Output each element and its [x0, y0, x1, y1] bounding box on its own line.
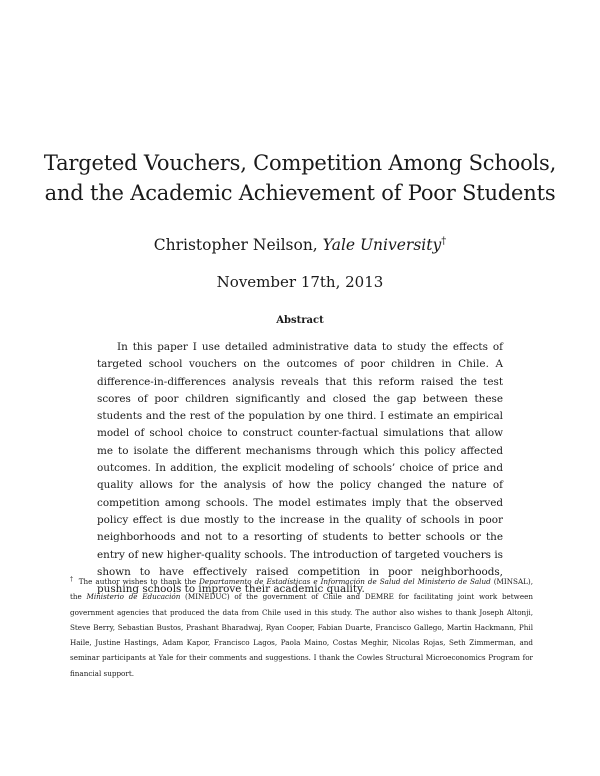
author-name: Christopher Neilson,	[153, 236, 318, 255]
author-footnote-mark: †	[441, 236, 447, 247]
abstract-heading: Abstract	[276, 315, 324, 326]
paper-date: November 17th, 2013	[216, 273, 384, 291]
author-line	[40, 232, 560, 255]
footnote-ministry-education: Ministerio de Educación	[86, 592, 181, 602]
footnote-text-1: The author wishes to thank the	[78, 577, 197, 586]
footnote-text-3: (MINEDUC) of the government of Chile and DEMRE for facilitating joint work between government agencies that produced the data from Chile used in this study. The author also wishes to thank Joseph Altonji, Steve Berry, Sebastian Bustos, Prashant Bharadwaj, Ryan Cooper, Fabian Duarte, Francisco Gallego, Martin Hackmann, Phil Haile, Justine Hastings, Adam Kapor, Francisco Lagos, Paola Maino, Costas Meghir, Nicolas Rojas, Seth Zimmerman, and seminar participants at Yale for their comments and suggestions. I thank the Cowles Structural Microeconomics Program for financial support.	[70, 592, 533, 678]
title-line-2: and the Academic Achievement of Poor Students	[44, 181, 556, 205]
footnote-dept-health: Departamento de Estadísticas e Información de Salud del Ministerio de Salud	[199, 577, 491, 586]
abstract-text: In this paper I use detailed administrative data to study the effects of targeted school vouchers on the outcomes of poor children in Chile. A difference-in-differences analysis reveals that this reform raised the test scores of poor children significantly and closed the gap between these students and the rest of the population by one third. I estimate an empirical model of school choice to construct counter-factual simulations that allow me to isolate the different mechanisms through which this policy affected outcomes. In addition, the explicit modeling of schools’ choice of price and quality allows for the analysis of how the policy changed the nature of competition among schools. The model estimates imply that the observed policy effect is due mostly to the increase in the quality of schools in poor neighborhoods and not to a resorting of students to better schools or the entry of new higher-quality schools. The introduction of targeted vouchers is shown to have effectively raised competition in poor neighborhoods, pushing schools to improve their academic quality.	[97, 341, 503, 596]
footnote	[70, 574, 533, 681]
footnote-mark: †	[70, 575, 74, 583]
author-affiliation: Yale University	[322, 236, 442, 255]
title-line-1: Targeted Vouchers, Competition Among Schools,	[43, 151, 557, 175]
paper-title	[40, 148, 560, 208]
footnote-text-2: (MINSAL), the	[70, 577, 534, 602]
